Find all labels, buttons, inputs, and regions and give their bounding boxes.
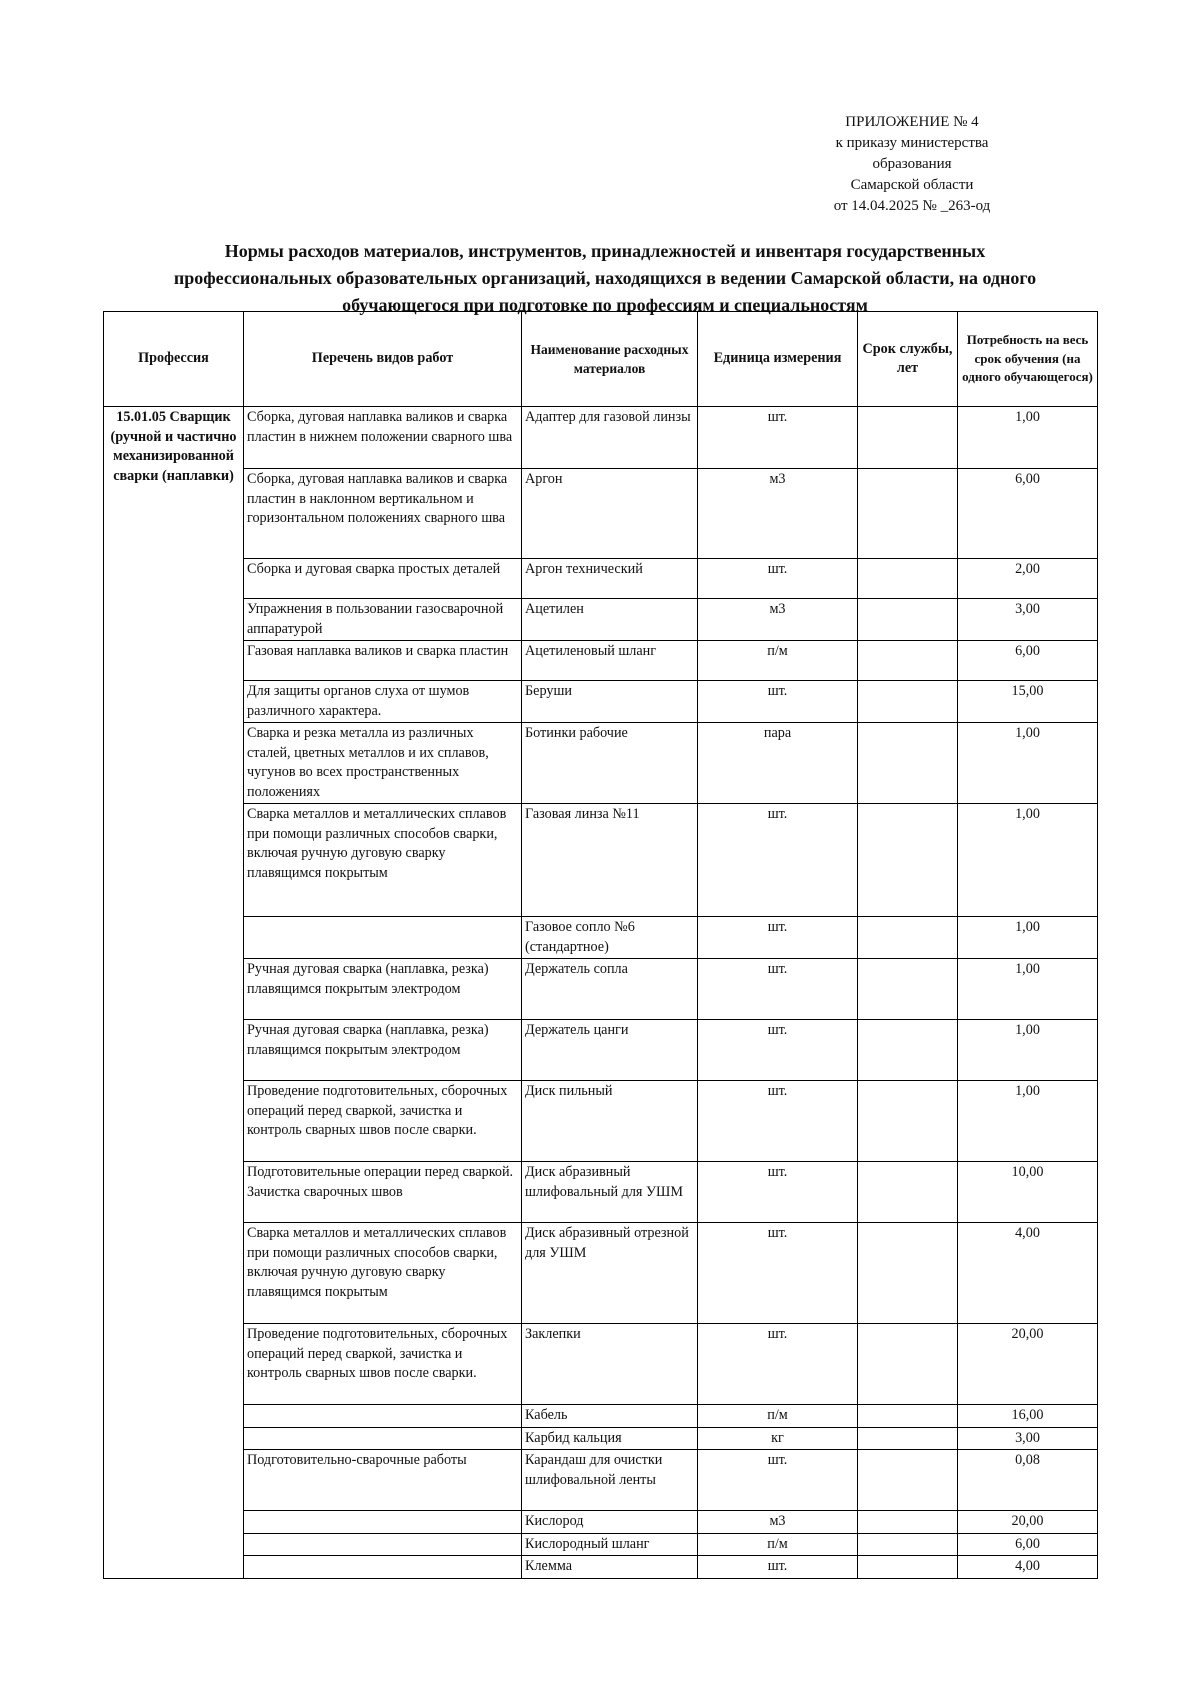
unit-cell: шт. xyxy=(698,959,858,1020)
service-life-cell xyxy=(858,1324,958,1405)
col-header-unit: Единица измерения xyxy=(698,312,858,407)
table-row xyxy=(104,1450,1098,1511)
work-cell xyxy=(244,1511,522,1534)
work-cell: Ручная дуговая сварка (наплавка, резка) плавящимся покрытым электродом xyxy=(244,1020,522,1081)
unit-cell: шт. xyxy=(698,407,858,469)
table-row xyxy=(104,407,1098,469)
work-cell: Сварка и резка металла из различных сталей, цветных металлов и их сплавов, чугунов во всех пространственных положениях xyxy=(244,723,522,804)
qty-cell: 1,00 xyxy=(958,804,1098,917)
table-row xyxy=(104,917,1098,959)
material-cell: Ботинки рабочие xyxy=(522,723,698,804)
service-life-cell xyxy=(858,469,958,559)
work-cell: Сборка, дуговая наплавка валиков и сварка пластин в наклонном вертикальном и горизонтальном положениях сварного шва xyxy=(244,469,522,559)
table-row xyxy=(104,1556,1098,1579)
service-life-cell xyxy=(858,1020,958,1081)
appendix-line: образования xyxy=(872,156,952,172)
unit-cell: шт. xyxy=(698,917,858,959)
document-title xyxy=(110,238,1100,319)
service-life-cell xyxy=(858,407,958,469)
service-life-cell xyxy=(858,804,958,917)
material-cell: Аргон xyxy=(522,469,698,559)
material-cell: Карбид кальция xyxy=(522,1427,698,1450)
table-row xyxy=(104,1020,1098,1081)
qty-cell: 1,00 xyxy=(958,1020,1098,1081)
service-life-cell xyxy=(858,559,958,599)
qty-cell: 4,00 xyxy=(958,1223,1098,1324)
service-life-cell xyxy=(858,1511,958,1534)
unit-cell: шт. xyxy=(698,1324,858,1405)
unit-cell: шт. xyxy=(698,559,858,599)
col-header-materials: Наименование расходных материалов xyxy=(522,312,698,407)
work-cell: Проведение подготовительных, сборочных операций перед сваркой, зачистка и контроль сварных швов после сварки. xyxy=(244,1324,522,1405)
work-cell xyxy=(244,1533,522,1556)
work-cell xyxy=(244,1427,522,1450)
qty-cell: 1,00 xyxy=(958,1081,1098,1162)
unit-cell: м3 xyxy=(698,469,858,559)
unit-cell: шт. xyxy=(698,1081,858,1162)
qty-cell: 10,00 xyxy=(958,1162,1098,1223)
col-header-service-life: Срок службы, лет xyxy=(858,312,958,407)
unit-cell: пара xyxy=(698,723,858,804)
title-line: профессиональных образовательных организаций, находящихся в ведении Самарской области, на одного xyxy=(173,268,1037,288)
work-cell: Для защиты органов слуха от шумов различного характера. xyxy=(244,681,522,723)
work-cell: Газовая наплавка валиков и сварка пластин xyxy=(244,641,522,681)
unit-cell: шт. xyxy=(698,1223,858,1324)
table-row xyxy=(104,1511,1098,1534)
qty-cell: 6,00 xyxy=(958,641,1098,681)
profession-cell: 15.01.05 Сварщик (ручной и частично механизированной сварки (наплавки) xyxy=(104,407,244,1579)
service-life-cell xyxy=(858,1427,958,1450)
qty-cell: 20,00 xyxy=(958,1324,1098,1405)
table-row xyxy=(104,723,1098,804)
unit-cell: шт. xyxy=(698,1020,858,1081)
service-life-cell xyxy=(858,1533,958,1556)
title-line: обучающегося при подготовке по профессиям и специальностям xyxy=(342,295,868,315)
unit-cell: шт. xyxy=(698,1162,858,1223)
qty-cell: 15,00 xyxy=(958,681,1098,723)
unit-cell: шт. xyxy=(698,804,858,917)
work-cell xyxy=(244,1556,522,1579)
qty-cell: 1,00 xyxy=(958,917,1098,959)
material-cell: Кабель xyxy=(522,1405,698,1428)
service-life-cell xyxy=(858,1223,958,1324)
material-cell: Ацетилен xyxy=(522,599,698,641)
unit-cell: шт. xyxy=(698,681,858,723)
appendix-line: к приказу министерства xyxy=(835,135,989,151)
col-header-works: Перечень видов работ xyxy=(244,312,522,407)
unit-cell: п/м xyxy=(698,1405,858,1428)
table-row xyxy=(104,1533,1098,1556)
work-cell: Сборка, дуговая наплавка валиков и сварка пластин в нижнем положении сварного шва xyxy=(244,407,522,469)
service-life-cell xyxy=(858,599,958,641)
qty-cell: 20,00 xyxy=(958,1511,1098,1534)
table-row xyxy=(104,1324,1098,1405)
material-cell: Карандаш для очистки шлифовальной ленты xyxy=(522,1450,698,1511)
appendix-line: от 14.04.2025 № _263-од xyxy=(833,198,991,214)
material-cell: Заклепки xyxy=(522,1324,698,1405)
appendix-header xyxy=(812,112,1012,217)
table-row xyxy=(104,1223,1098,1324)
unit-cell: шт. xyxy=(698,1556,858,1579)
material-cell: Аргон технический xyxy=(522,559,698,599)
service-life-cell xyxy=(858,1405,958,1428)
title-line: Нормы расходов материалов, инструментов, принадлежностей и инвентаря государственных xyxy=(224,241,986,261)
table-row xyxy=(104,1081,1098,1162)
qty-cell: 3,00 xyxy=(958,1427,1098,1450)
unit-cell: м3 xyxy=(698,1511,858,1534)
material-cell: Кислород xyxy=(522,1511,698,1534)
service-life-cell xyxy=(858,681,958,723)
material-cell: Держатель сопла xyxy=(522,959,698,1020)
qty-cell: 1,00 xyxy=(958,959,1098,1020)
material-cell: Клемма xyxy=(522,1556,698,1579)
work-cell: Сборка и дуговая сварка простых деталей xyxy=(244,559,522,599)
qty-cell: 4,00 xyxy=(958,1556,1098,1579)
material-cell: Газовая линза №11 xyxy=(522,804,698,917)
appendix-line: Самарской области xyxy=(850,177,974,193)
table-row xyxy=(104,469,1098,559)
material-cell: Беруши xyxy=(522,681,698,723)
material-cell: Диск абразивный отрезной для УШМ xyxy=(522,1223,698,1324)
work-cell xyxy=(244,1162,522,1223)
col-header-need: Потребность на весь срок обучения (на одного обучающегося) xyxy=(958,312,1098,407)
table-row xyxy=(104,681,1098,723)
work-cell: Ручная дуговая сварка (наплавка, резка) плавящимся покрытым электродом xyxy=(244,959,522,1020)
service-life-cell xyxy=(858,959,958,1020)
qty-cell: 6,00 xyxy=(958,1533,1098,1556)
unit-cell: п/м xyxy=(698,641,858,681)
work-cell: Проведение подготовительных, сборочных операций перед сваркой, зачистка и контроль сварных швов после сварки. xyxy=(244,1081,522,1162)
qty-cell: 1,00 xyxy=(958,723,1098,804)
work-cell: Подготовительно-сварочные работы xyxy=(244,1450,522,1511)
table-row xyxy=(104,641,1098,681)
work-cell: Сварка металлов и металлических сплавов при помощи различных способов сварки, включая ручную дуговую сварку плавящимся покрытым xyxy=(244,804,522,917)
table-row xyxy=(104,1162,1098,1223)
service-life-cell xyxy=(858,641,958,681)
qty-cell: 0,08 xyxy=(958,1450,1098,1511)
qty-cell: 3,00 xyxy=(958,599,1098,641)
table-row xyxy=(104,1405,1098,1428)
service-life-cell xyxy=(858,723,958,804)
material-cell: Газовое сопло №6 (стандартное) xyxy=(522,917,698,959)
unit-cell: м3 xyxy=(698,599,858,641)
table-row xyxy=(104,959,1098,1020)
material-cell: Кислородный шланг xyxy=(522,1533,698,1556)
table-header-row xyxy=(104,312,1098,407)
table-row xyxy=(104,1427,1098,1450)
table-row xyxy=(104,599,1098,641)
qty-cell: 2,00 xyxy=(958,559,1098,599)
material-cell: Держатель цанги xyxy=(522,1020,698,1081)
work-cell: Сварка металлов и металлических сплавов при помощи различных способов сварки, включая ручную дуговую сварку плавящимся покрытым xyxy=(244,1223,522,1324)
material-cell: Ацетиленовый шланг xyxy=(522,641,698,681)
table-row xyxy=(104,559,1098,599)
appendix-line: ПРИЛОЖЕНИЕ № 4 xyxy=(845,114,979,130)
service-life-cell xyxy=(858,1450,958,1511)
work-cell xyxy=(244,917,522,959)
work-text: Подготовительные операции перед сваркой. Зачистка сварочных швов xyxy=(247,1164,514,1200)
service-life-cell xyxy=(858,1081,958,1162)
norms-table xyxy=(103,311,1098,1579)
qty-cell: 1,00 xyxy=(958,407,1098,469)
material-cell: Адаптер для газовой линзы xyxy=(522,407,698,469)
material-cell: Диск абразивный шлифовальный для УШМ xyxy=(522,1162,698,1223)
table-row xyxy=(104,804,1098,917)
unit-cell: шт. xyxy=(698,1450,858,1511)
qty-cell: 16,00 xyxy=(958,1405,1098,1428)
work-cell xyxy=(244,1405,522,1428)
service-life-cell xyxy=(858,1556,958,1579)
col-header-profession: Профессия xyxy=(104,312,244,407)
material-cell: Диск пильный xyxy=(522,1081,698,1162)
unit-cell: п/м xyxy=(698,1533,858,1556)
service-life-cell xyxy=(858,917,958,959)
work-cell: Упражнения в пользовании газосварочной аппаратурой xyxy=(244,599,522,641)
qty-cell: 6,00 xyxy=(958,469,1098,559)
unit-cell: кг xyxy=(698,1427,858,1450)
service-life-cell xyxy=(858,1162,958,1223)
